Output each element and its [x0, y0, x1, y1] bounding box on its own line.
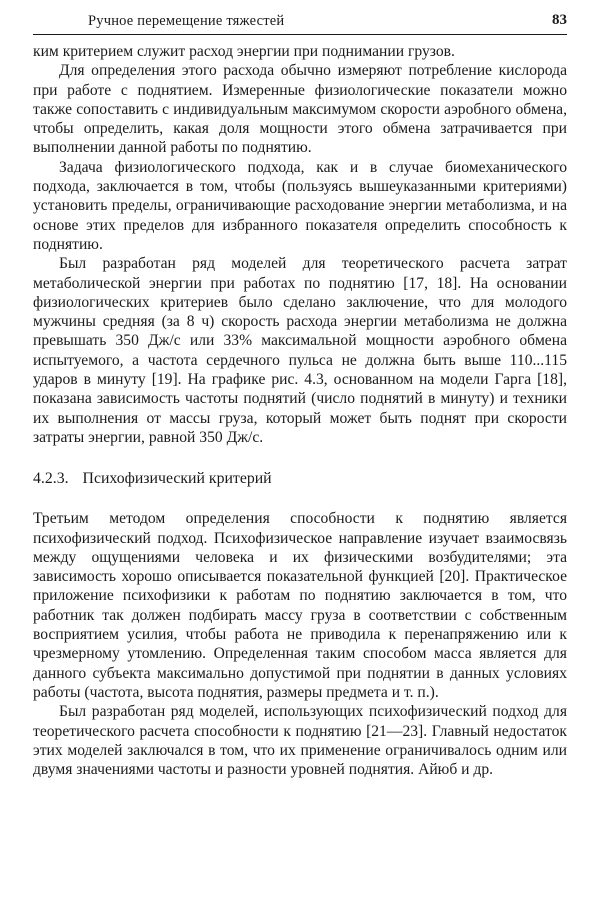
page-body: [33, 42, 567, 779]
running-title: Ручное перемещение тяжестей: [88, 13, 285, 29]
section-title: Психофизический критерий: [82, 470, 272, 488]
running-header: [33, 10, 567, 35]
paragraph-continuation: ким критерием служит расход энергии при поднимании грузов.: [33, 43, 455, 60]
paragraph-physiological-task: Задача физиологического подхода, как и в случае биомеханического подхода, заключается в том, чтобы (пользуясь вышеуказанными критериями) установить пределы, ограничивающие расходование энергии метаболизма, и на основе этих пределов для избранного показателя определить способность к поднятию.: [33, 158, 567, 253]
page-number: 83: [552, 12, 567, 28]
paragraph-psychophysical-models: Был разработан ряд моделей, использующих психофизический подход для теоретического расчета способности к поднятию [21—23]. Главный недостаток этих моделей заключался в том, что их применение ограничивалось одним или двумя значениями частоты и разности уровней поднятия. Айюб и др.: [33, 703, 567, 779]
paragraph-metabolic-models: Был разработан ряд моделей для теоретического расчета затрат метаболической энергии при работах по поднятию [17, 18]. На основании физиологических критериев было сделано заключение, что для молодого мужчины средняя (за 8 ч) скорость расхода энергии метаболизма не должна превышать 350 Дж/с или 33% максимальной мощности аэробного обмена испытуемого, а частота сердечного пульса не должна быть выше 110...115 ударов в минуту [19]. На графике рис. 4.3, основанном на модели Гарга [18], показана зависимость частоты поднятий (число поднятий в минуту) и техники их выполнения от массы груза, который может быть поднят при скорости затраты энергии, равной 350 Дж/с.: [33, 255, 567, 446]
paragraph-oxygen-measurement: Для определения этого расхода обычно измеряют потребление кислорода при работе с поднятием. Измеренные физиологические показатели можно также сопоставить с индивидуальным максимумом скорости аэробного обмена, чтобы определить, какая доля мощности этого обмена затрачивается при выполнении данной работы по поднятию.: [33, 62, 567, 157]
section-heading: [33, 469, 567, 488]
section-number: 4.2.3.: [33, 470, 69, 488]
paragraph-psychophysical-approach: Третьим методом определения способности к поднятию является психофизический подход. Психофизическое направление изучает взаимосвязь между ощущениями человека и их физическими возбудителями; эта зависимость хорошо описывается показательной функцией [20]. Практическое приложение психофизики к работам по поднятию заключается в том, что работник так должен подбирать массу груза в соответствии с собственным восприятием усилия, чтобы работа не приводила к перенапряжению или к чрезмерному утомлению. Определенная таким способом масса является для данного субъекта максимально допустимой при поднятии в данных условиях работы (частота, высота поднятия, размеры предмета и т. п.).: [33, 510, 567, 701]
book-page: [33, 10, 567, 779]
